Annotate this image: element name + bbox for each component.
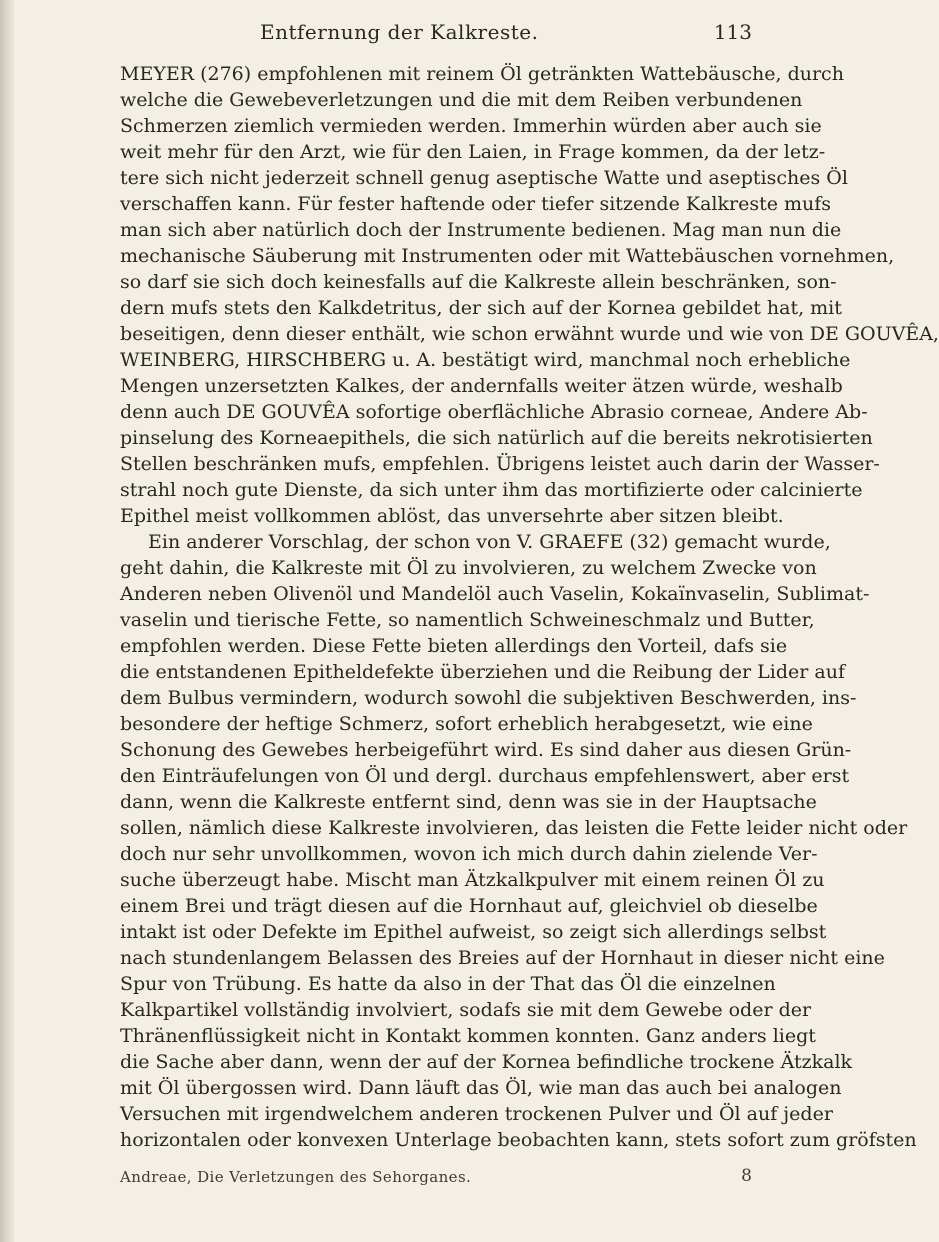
text-line: strahl noch gute Dienste, da sich unter ihm das mortifizierte oder calcinierte [120,479,863,501]
text-line: intakt ist oder Defekte im Epithel aufweist, so zeigt sich allerdings selbst [120,921,827,943]
text-line: Spur von Trübung. Es hatte da also in der That das Öl die einzelnen [120,973,776,995]
sheet-mark: 8 [741,1166,752,1186]
text-line: vaselin und tierische Fette, so namentlich Schweineschmalz und Butter, [120,609,815,631]
signature-line: Andreae, Die Verletzungen des Sehorganes. [120,1168,472,1186]
text-line: besondere der heftige Schmerz, sofort erheblich herabgesetzt, wie eine [120,713,813,735]
running-title: Entfernung der Kalkreste. [260,20,539,44]
text-line: suche überzeugt habe. Mischt man Ätzkalkpulver mit einem reinen Öl zu [120,869,825,891]
text-line: sollen, nämlich diese Kalkreste involvieren, das leisten die Fette leider nicht oder [120,817,908,839]
text-line: Schonung des Gewebes herbeigeführt wird. Es sind daher aus diesen Grün- [120,739,852,761]
text-line: Schmerzen ziemlich vermieden werden. Immerhin würden aber auch sie [120,115,822,137]
page-binding-edge [0,0,14,1242]
page-header [120,20,800,52]
text-line: Thränenflüssigkeit nicht in Kontakt kommen konnten. Ganz anders liegt [120,1025,816,1047]
text-line: geht dahin, die Kalkreste mit Öl zu involvieren, zu welchem Zwecke von [120,557,817,579]
text-body [120,60,939,1170]
text-line: tere sich nicht jederzeit schnell genug aseptische Watte und aseptisches Öl [120,167,848,189]
text-line: die Sache aber dann, wenn der auf der Kornea befindliche trockene Ätzkalk [120,1051,853,1073]
text-line: welche die Gewebeverletzungen und die mit dem Reiben verbundenen [120,89,803,111]
text-line: mit Öl übergossen wird. Dann läuft das Öl, wie man das auch bei analogen [120,1077,842,1099]
text-line: Mengen unzersetzten Kalkes, der andernfalls weiter ätzen würde, weshalb [120,375,843,397]
text-line: dann, wenn die Kalkreste entfernt sind, denn was sie in der Hauptsache [120,791,817,813]
text-line: Ein anderer Vorschlag, der schon von V. GRAEFE (32) gemacht wurde, [148,531,831,553]
text-line: die entstandenen Epitheldefekte überziehen und die Reibung der Lider auf [120,661,845,683]
text-line: WEINBERG, HIRSCHBERG u. A. bestätigt wird, manchmal noch erhebliche [120,349,851,371]
text-line: beseitigen, denn dieser enthält, wie schon erwähnt wurde und wie von DE GOUVÊA, [120,323,939,345]
text-line: Versuchen mit irgendwelchem anderen trockenen Pulver und Öl auf jeder [120,1103,833,1125]
text-line: den Einträufelungen von Öl und dergl. durchaus empfehlenswert, aber erst [120,765,850,787]
text-line: nach stundenlangem Belassen des Breies auf der Hornhaut in dieser nicht eine [120,947,885,969]
text-line: weit mehr für den Arzt, wie für den Laien, in Frage kommen, da der letz- [120,141,826,163]
text-line: MEYER (276) empfohlenen mit reinem Öl getränkten Wattebäusche, durch [120,63,844,85]
text-line: dem Bulbus vermindern, wodurch sowohl die subjektiven Beschwerden, ins- [120,687,857,709]
text-line: man sich aber natürlich doch der Instrumente bedienen. Mag man nun die [120,219,842,241]
text-line: Kalkpartikel vollständig involviert, sodafs sie mit dem Gewebe oder der [120,999,812,1021]
text-line: einem Brei und trägt diesen auf die Hornhaut auf, gleichviel ob dieselbe [120,895,818,917]
text-line: so darf sie sich doch keinesfalls auf die Kalkreste allein beschränken, son- [120,271,837,293]
text-line: Anderen neben Olivenöl und Mandelöl auch Vaselin, Kokaïnvaselin, Sublimat- [120,583,870,605]
text-line: horizontalen oder konvexen Unterlage beobachten kann, stets sofort zum gröfsten [120,1129,917,1151]
page-footer [120,1168,760,1192]
text-line: Epithel meist vollkommen ablöst, das unversehrte aber sitzen bleibt. [120,505,784,527]
text-line: empfohlen werden. Diese Fette bieten allerdings den Vorteil, dafs sie [120,635,788,657]
text-line: verschaffen kann. Für fester haftende oder tiefer sitzende Kalkreste mufs [120,193,832,215]
text-line: Stellen beschränken mufs, empfehlen. Übrigens leistet auch darin der Wasser- [120,453,880,475]
text-line: pinselung des Korneaepithels, die sich natürlich auf die bereits nekrotisierten [120,427,873,449]
text-line: denn auch DE GOUVÊA sofortige oberflächliche Abrasio corneae, Andere Ab- [120,401,868,423]
page-number: 113 [713,20,752,44]
text-line: doch nur sehr unvollkommen, wovon ich mich durch dahin zielende Ver- [120,843,818,865]
text-line: dern mufs stets den Kalkdetritus, der sich auf der Kornea gebildet hat, mit [120,297,842,319]
text-line: mechanische Säuberung mit Instrumenten oder mit Wattebäuschen vornehmen, [120,245,895,267]
